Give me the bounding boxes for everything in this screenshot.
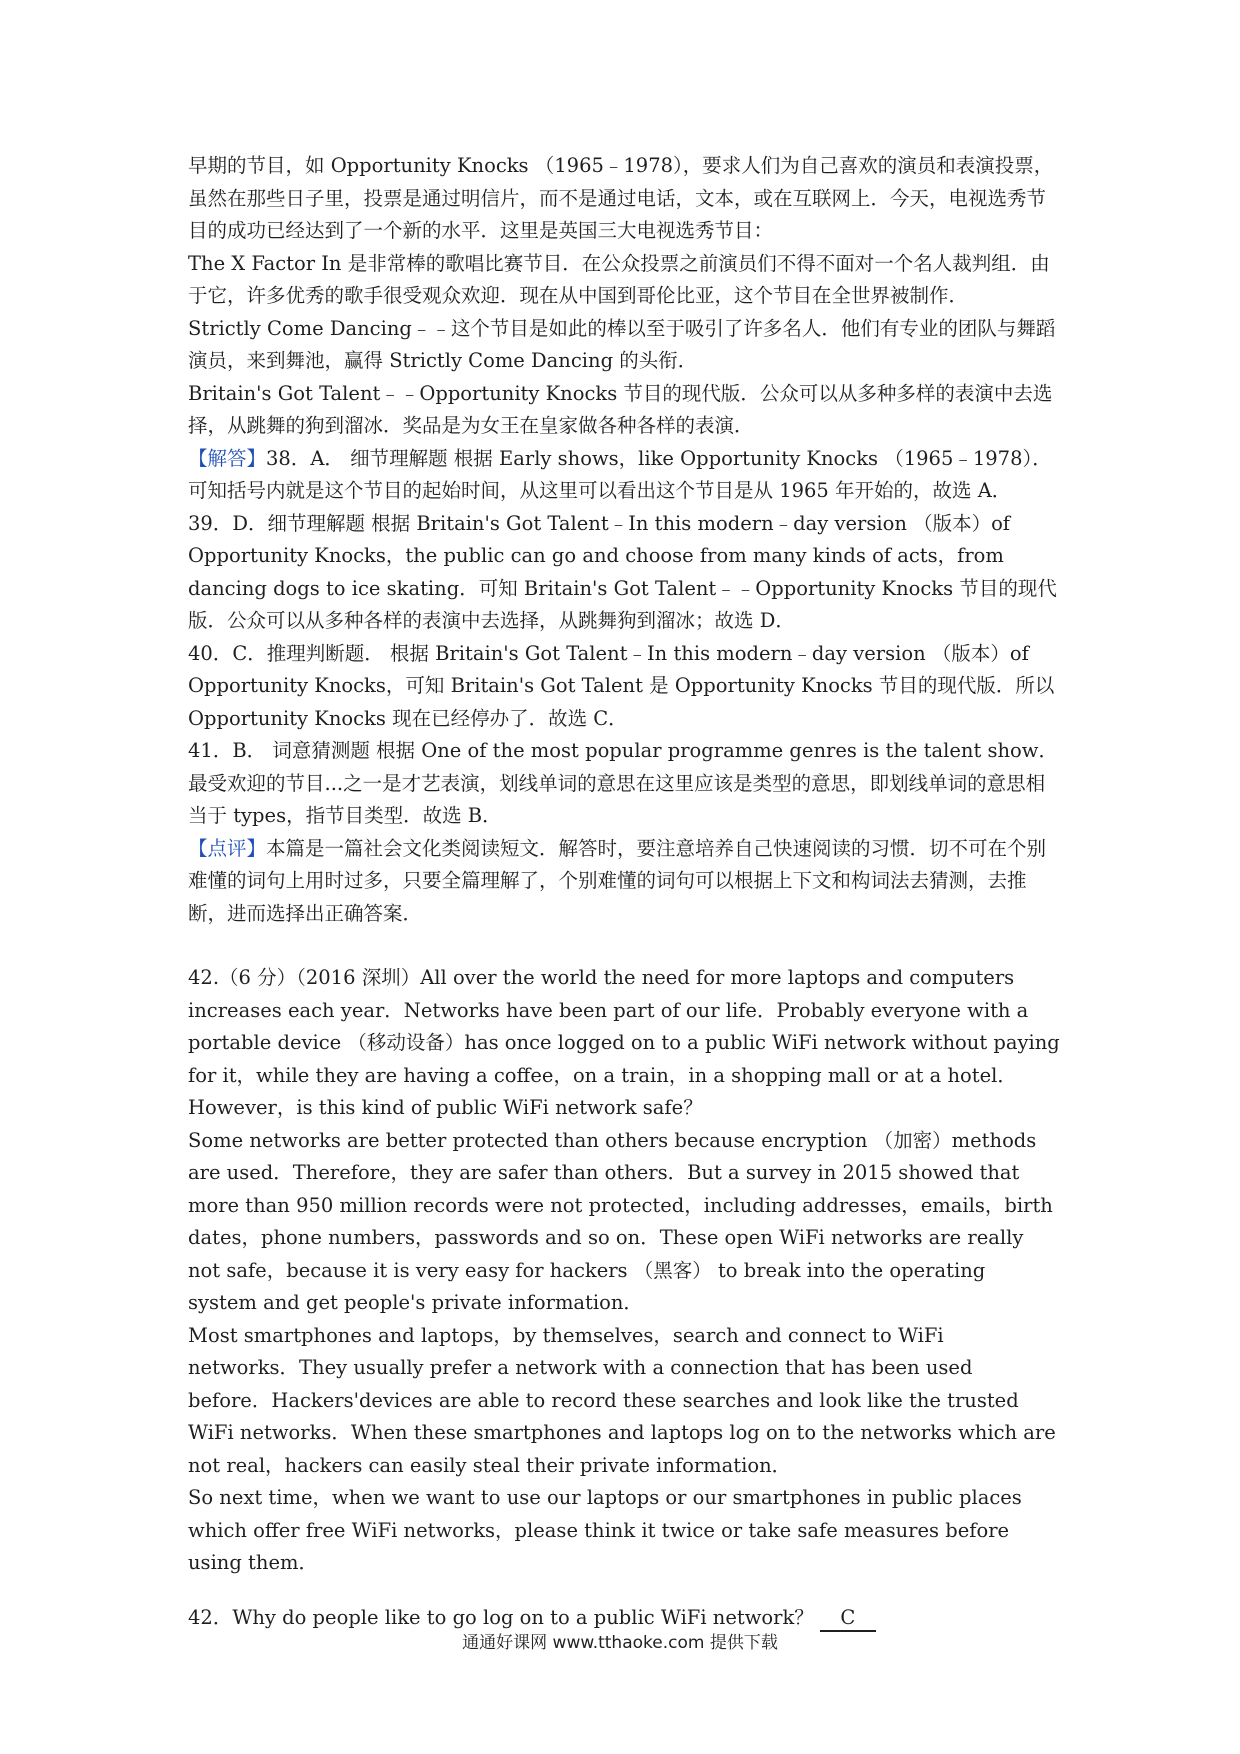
comment-text: 本篇是一篇社会文化类阅读短文．解答时，要注意培养自己快速阅读的习惯．切不可在个别难懂的词句上用时过多，只要全篇理解了，个别难懂的词句可以根据上下文和构词法去猜测，去推断，进而选择出正确答案．	[188, 836, 1047, 925]
comment-tag: 【点评】	[188, 836, 267, 860]
answer-41: 41．B． 词意猜测题 根据 One of the most popular programme genres is the talent show．最受欢迎的节目...之一是才艺表演，划线单词的意思在这里应该是类型的意思，即划线单词的意思相当于 types，指节目类型．故选 B．	[188, 739, 1058, 827]
answer-39: 39．D．细节理解题 根据 Britain's Got Talent﹣In this modern﹣day version （版本）of Opportunity Knocks，the public can go and choose from many kinds of acts，from dancing dogs to ice skating．可知 Britain's Got Talent﹣﹣Opportunity Knocks 节目的现代版．公众可以从多种各样的表演中去选择，从跳舞狗到溜冰；故选 D．	[188, 511, 1057, 632]
passage2-paragraph-1: 42.（6 分）（2016 深圳）All over the world the need for more laptops and computers increases each year．Networks have been part of our life．Probably everyone with a portable device （移动设备）has once logged on to a public WiFi network without paying for it，while they are having a coffee，on a train，in a shopping mall or at a hotel．However，is this kind of public WiFi network safe？	[188, 966, 1060, 1119]
comment	[188, 833, 1060, 931]
passage1-paragraph-3: Strictly Come Dancing﹣﹣这个节目是如此的棒以至于吸引了许多名人．他们有专业的团队与舞蹈演员，来到舞池，赢得 Strictly Come Dancing 的头衔．	[188, 316, 1056, 372]
passage1-paragraph-2: The X Factor In 是非常棒的歌唱比赛节目．在公众投票之前演员们不得不面对一个名人裁判组．由于它，许多优秀的歌手很受观众欢迎．现在从中国到哥伦比亚，这个节目在全世界被制作．	[188, 251, 1050, 307]
passage1-paragraph-4: Britain's Got Talent﹣﹣Opportunity Knocks 节目的现代版．公众可以从多种多样的表演中去选择，从跳舞的狗到溜冰．奖品是为女王在皇家做各种各样的表演．	[188, 381, 1053, 437]
passage2-paragraph-3: Most smartphones and laptops，by themselves，search and connect to WiFi networks．They usually prefer a network with a connection that has been used before．Hackers'devices are able to record these searches and look like the trusted WiFi networks．When these smartphones and laptops log on to the networks which are not real，hackers can easily steal their private information．	[188, 1323, 1056, 1477]
document-page	[188, 150, 1060, 1634]
question-42-text: 42．Why do people like to go log on to a public WiFi network？	[188, 1605, 814, 1629]
passage2-paragraph-2: Some networks are better protected than others because encryption （加密）methods are used．Therefore，they are safer than others．But a survey in 2015 showed that more than 950 million records were not protected，including addresses，emails，birth dates，phone numbers，passwords and so on．These open WiFi networks are really not safe，because it is very easy for hackers （黑客） to break into the operating system and get people's private information．	[188, 1128, 1053, 1314]
page-footer: 通通好课网 www.tthaoke.com 提供下载	[462, 1633, 778, 1653]
passage1-paragraph-1: 早期的节目，如 Opportunity Knocks （1965﹣1978），要求人们为自己喜欢的演员和表演投票，虽然在那些日子里，投票是通过明信片，而不是通过电话，文本，或在互联网上．今天，电视选秀节目的成功已经达到了一个新的水平．这里是英国三大电视选秀节目：	[188, 154, 1054, 242]
answer-tag: 【解答】	[188, 446, 267, 470]
question-gap	[188, 1580, 1060, 1602]
answer-blank: C	[820, 1606, 876, 1632]
passage2-paragraph-4: So next time，when we want to use our laptops or our smartphones in public places which offer free WiFi networks，please think it twice or take safe measures before using them．	[188, 1486, 1022, 1574]
answer-38	[188, 443, 1060, 508]
answer-38-text: 38．A． 细节理解题 根据 Early shows，like Opportunity Knocks （1965﹣1978）．可知括号内就是这个节目的起始时间，从这里可以看出这个节目是从 1965 年开始的，故选 A．	[188, 446, 1052, 502]
section-gap	[188, 930, 1060, 962]
answer-40: 40．C．推理判断题． 根据 Britain's Got Talent﹣In this modern﹣day version （版本）of Opportunity Knocks，可知 Britain's Got Talent 是 Opportunity Knocks 节目的现代版．所以 Opportunity Knocks 现在已经停办了．故选 C．	[188, 641, 1055, 730]
